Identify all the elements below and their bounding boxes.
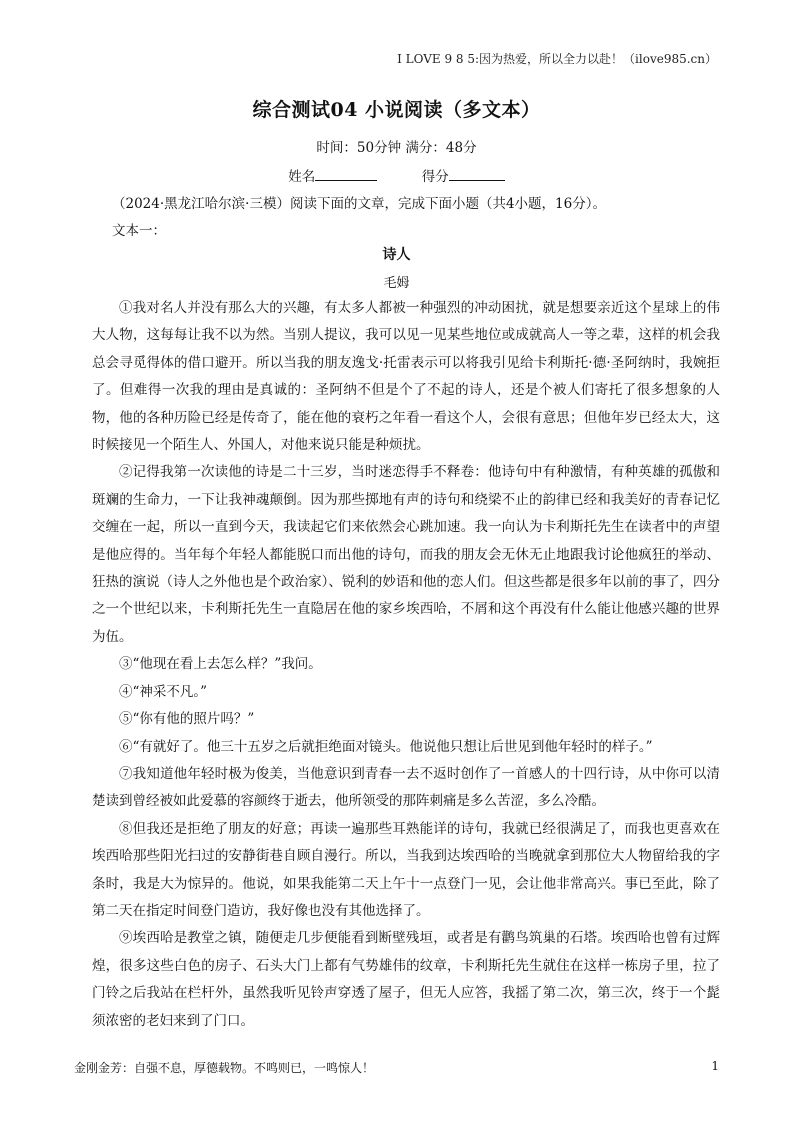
paragraph: ⑨埃西哈是教堂之镇，随便走几步便能看到断壁残垣，或者是有鹳鸟筑巢的石塔。埃西哈也曾有过辉煌，很多这些白色的房子、石头大门上都有气势雄伟的纹章，卡利斯托先生就住在这样一栋房子里，拉了门铃之后我站在栏杆外，虽然我听见铃声穿透了屋子，但无人应答，我摇了第二次，第三次，终于一个髭须浓密的老妇来到了门口。: [92, 930, 720, 1029]
story-title: 诗人: [382, 247, 411, 263]
text-one-label: 文本一：: [112, 223, 166, 239]
paragraph: ②记得我第一次读他的诗是二十三岁，当时迷恋得手不释卷：他诗句中有种激情，有种英雄的孤傲和斑斓的生命力，一下让我神魂颠倒。因为那些掷地有声的诗句和绕梁不止的韵律已经和我美好的青春记忆交缠在一起，所以一直到今天，我读起它们来依然会心跳加速。我一向认为卡利斯托先生在读者中的声望是他应得的。当年每个年轻人都能脱口而出他的诗句，而我的朋友会无休无止地跟我讨论他疯狂的举动、狂热的演说（诗人之外他也是个政治家）、锐利的妙语和他的恋人们。但这些都是很多年以前的事了，四分之一个世纪以来，卡利斯托先生一直隐居在他的家乡埃西哈，不屑和这个再没有什么能让他感兴趣的世界为伍。: [92, 464, 720, 645]
story-author: 毛姆: [383, 276, 410, 291]
intro-instruction: （2024·黑龙江哈尔滨·三模）阅读下面的文章，完成下面小题（共4小题，16分）。: [112, 196, 606, 212]
name-score-line: [0, 165, 793, 185]
name-label: 姓名: [288, 169, 316, 185]
page-title: 综合测试04 小说阅读（多文本）: [252, 99, 541, 121]
paragraph: ④“神采不凡。”: [119, 683, 208, 700]
score-blank[interactable]: [449, 168, 505, 181]
paragraph: ⑦我知道他年轻时极为俊美，当他意识到青春一去不返时创作了一首感人的十四行诗，从中你可以清楚读到曾经被如此爱慕的容颜终于逝去，他所领受的那阵刺痛是多么苦涩，多么冷酷。: [92, 765, 720, 810]
paragraph: ⑧但我还是拒绝了朋友的好意；再读一遍那些耳熟能详的诗句，我就已经很满足了，而我也更喜欢在埃西哈那些阳光扫过的安静街巷自顾自漫行。所以，当我到达埃西哈的当晚就拿到那位大人物留给我的字条时，我是大为惊异的。他说，如果我能第二天上午十一点登门一见，会让他非常高兴。事已至此，除了第二天在指定时间登门造访，我好像也没有其他选择了。: [92, 820, 720, 919]
name-blank[interactable]: [315, 168, 377, 181]
paragraph: ⑤“你有他的照片吗？”: [119, 711, 255, 728]
story-body: [92, 295, 720, 1035]
score-label: 得分: [421, 169, 449, 185]
paragraph: ①我对名人并没有那么大的兴趣，有太多人都被一种强烈的冲动困扰，就是想要亲近这个星球上的伟大人物，这每每让我不以为然。当别人提议，我可以见一见某些地位或成就高人一等之辈，这样的机会我总会寻觅得体的借口避开。所以当我的朋友逸戈·托雷表示可以将我引见给卡利斯托·德·圣阿纳时，我婉拒了。但难得一次我的理由是真诚的：圣阿纳不但是个了不起的诗人，还是个被人们寄托了很多想象的人物，他的各种历险已经是传奇了，能在他的衰朽之年看一看这个人，会很有意思；但他年岁已经太大，这时候接见一个陌生人、外国人，对他来说只能是种烦扰。: [92, 300, 720, 454]
footer-motto: 金刚金芳：自强不息，厚德载物。不鸣则已，一鸣惊人！: [74, 1061, 375, 1075]
exam-meta: 时间：50分钟 满分：48分: [316, 140, 477, 156]
page-number: 1: [711, 1059, 719, 1073]
site-header: I LOVE 9 8 5:因为热爱，所以全力以赴！（ilove985.cn）: [397, 52, 717, 66]
paragraph: ③“他现在看上去怎么样？”我问。: [119, 656, 322, 673]
paragraph: ⑥“有就好了。他三十五岁之后就拒绝面对镜头。他说他只想让后世见到他年轻时的样子。”: [119, 738, 653, 755]
